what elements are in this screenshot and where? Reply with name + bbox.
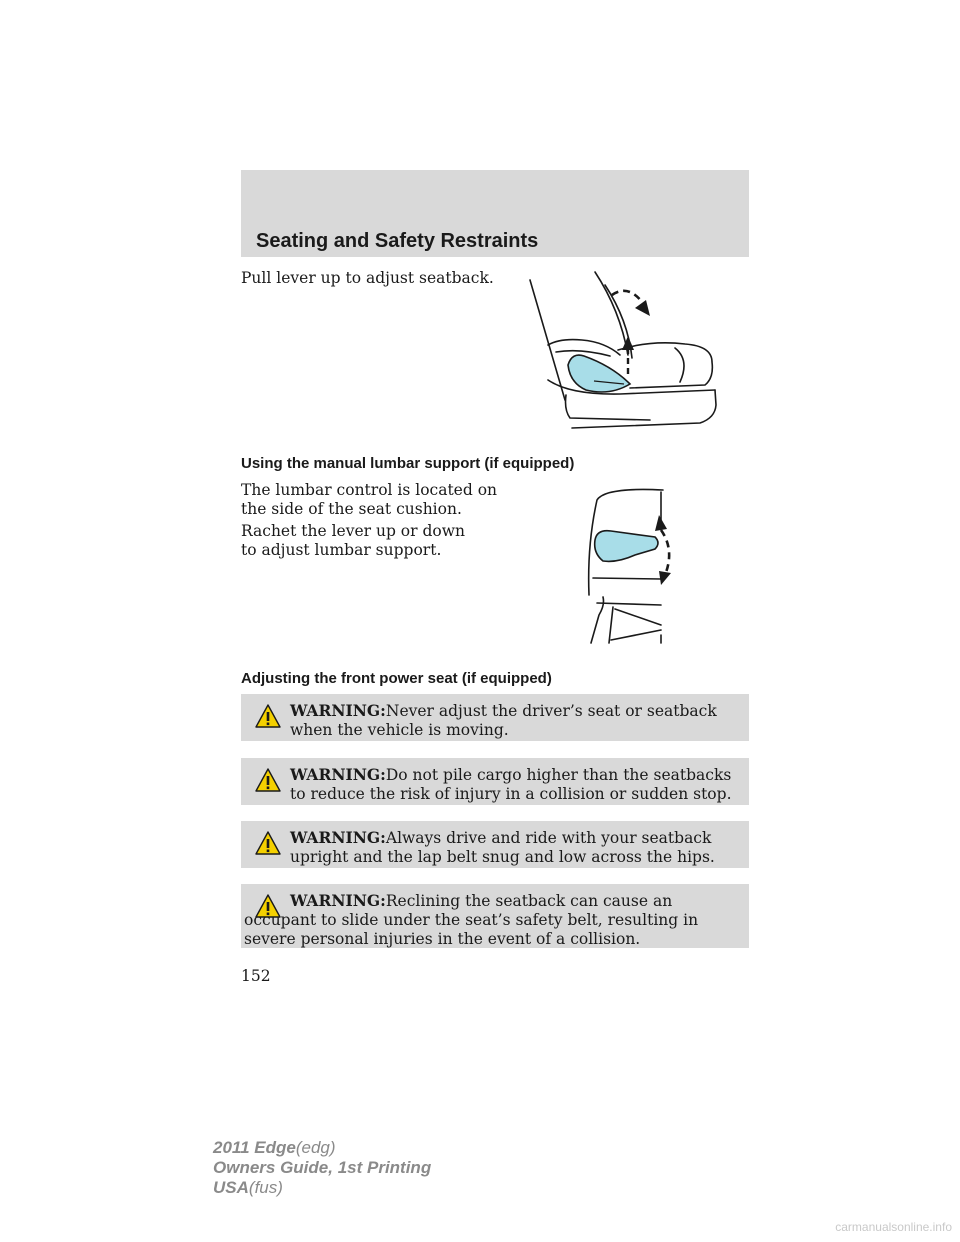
warning-triangle-icon: [255, 704, 281, 728]
lumbar-support-illustration: [575, 485, 685, 645]
lumbar-location-text: The lumbar control is located on the side of the seat cushion.: [241, 481, 498, 518]
warning-triangle-icon: [255, 768, 281, 792]
section-title: Seating and Safety Restraints: [256, 230, 539, 252]
watermark: carmanualsonline.info: [835, 1220, 952, 1234]
page-number: 152: [241, 967, 271, 985]
footer-model-code: (edg): [295, 1138, 336, 1157]
warning-box: [241, 758, 749, 805]
lumbar-heading: Using the manual lumbar support (if equipped): [241, 455, 575, 472]
warning-box: [241, 821, 749, 868]
footer-guide: Owners Guide, 1st Printing: [213, 1158, 432, 1177]
recline-arrow-icon: [612, 291, 642, 302]
seatback-recline-illustration: [520, 270, 730, 440]
up-down-arrow-icon: [661, 530, 669, 575]
warning-triangle-icon: [255, 831, 281, 855]
lumbar-adjust-text: Rachet the lever up or down to adjust lumbar support.: [241, 522, 465, 559]
warning-box: [241, 694, 749, 741]
warning-text: WARNING:Always drive and ride with your seatback upright and the lap belt snug and low across the hips.: [290, 828, 715, 866]
footer-model: 2011 Edge: [213, 1138, 296, 1157]
warning-box: [241, 884, 749, 948]
document-footer: [213, 1138, 431, 1198]
footer-market-code: (fus): [248, 1178, 283, 1197]
seatback-instruction: Pull lever up to adjust seatback.: [241, 269, 494, 287]
footer-market: USA: [213, 1178, 249, 1197]
warning-text: WARNING:Do not pile cargo higher than the seatbacks to reduce the risk of injury in a collision or sudden stop.: [290, 765, 732, 803]
warning-text: WARNING:Reclining the seatback can cause an occupant to slide under the seat’s safety belt, resulting in severe personal injuries in the event of a collision.: [244, 891, 699, 948]
warning-text: WARNING:Never adjust the driver’s seat or seatback when the vehicle is moving.: [290, 701, 717, 739]
power-seat-heading: Adjusting the front power seat (if equipped): [241, 670, 552, 687]
